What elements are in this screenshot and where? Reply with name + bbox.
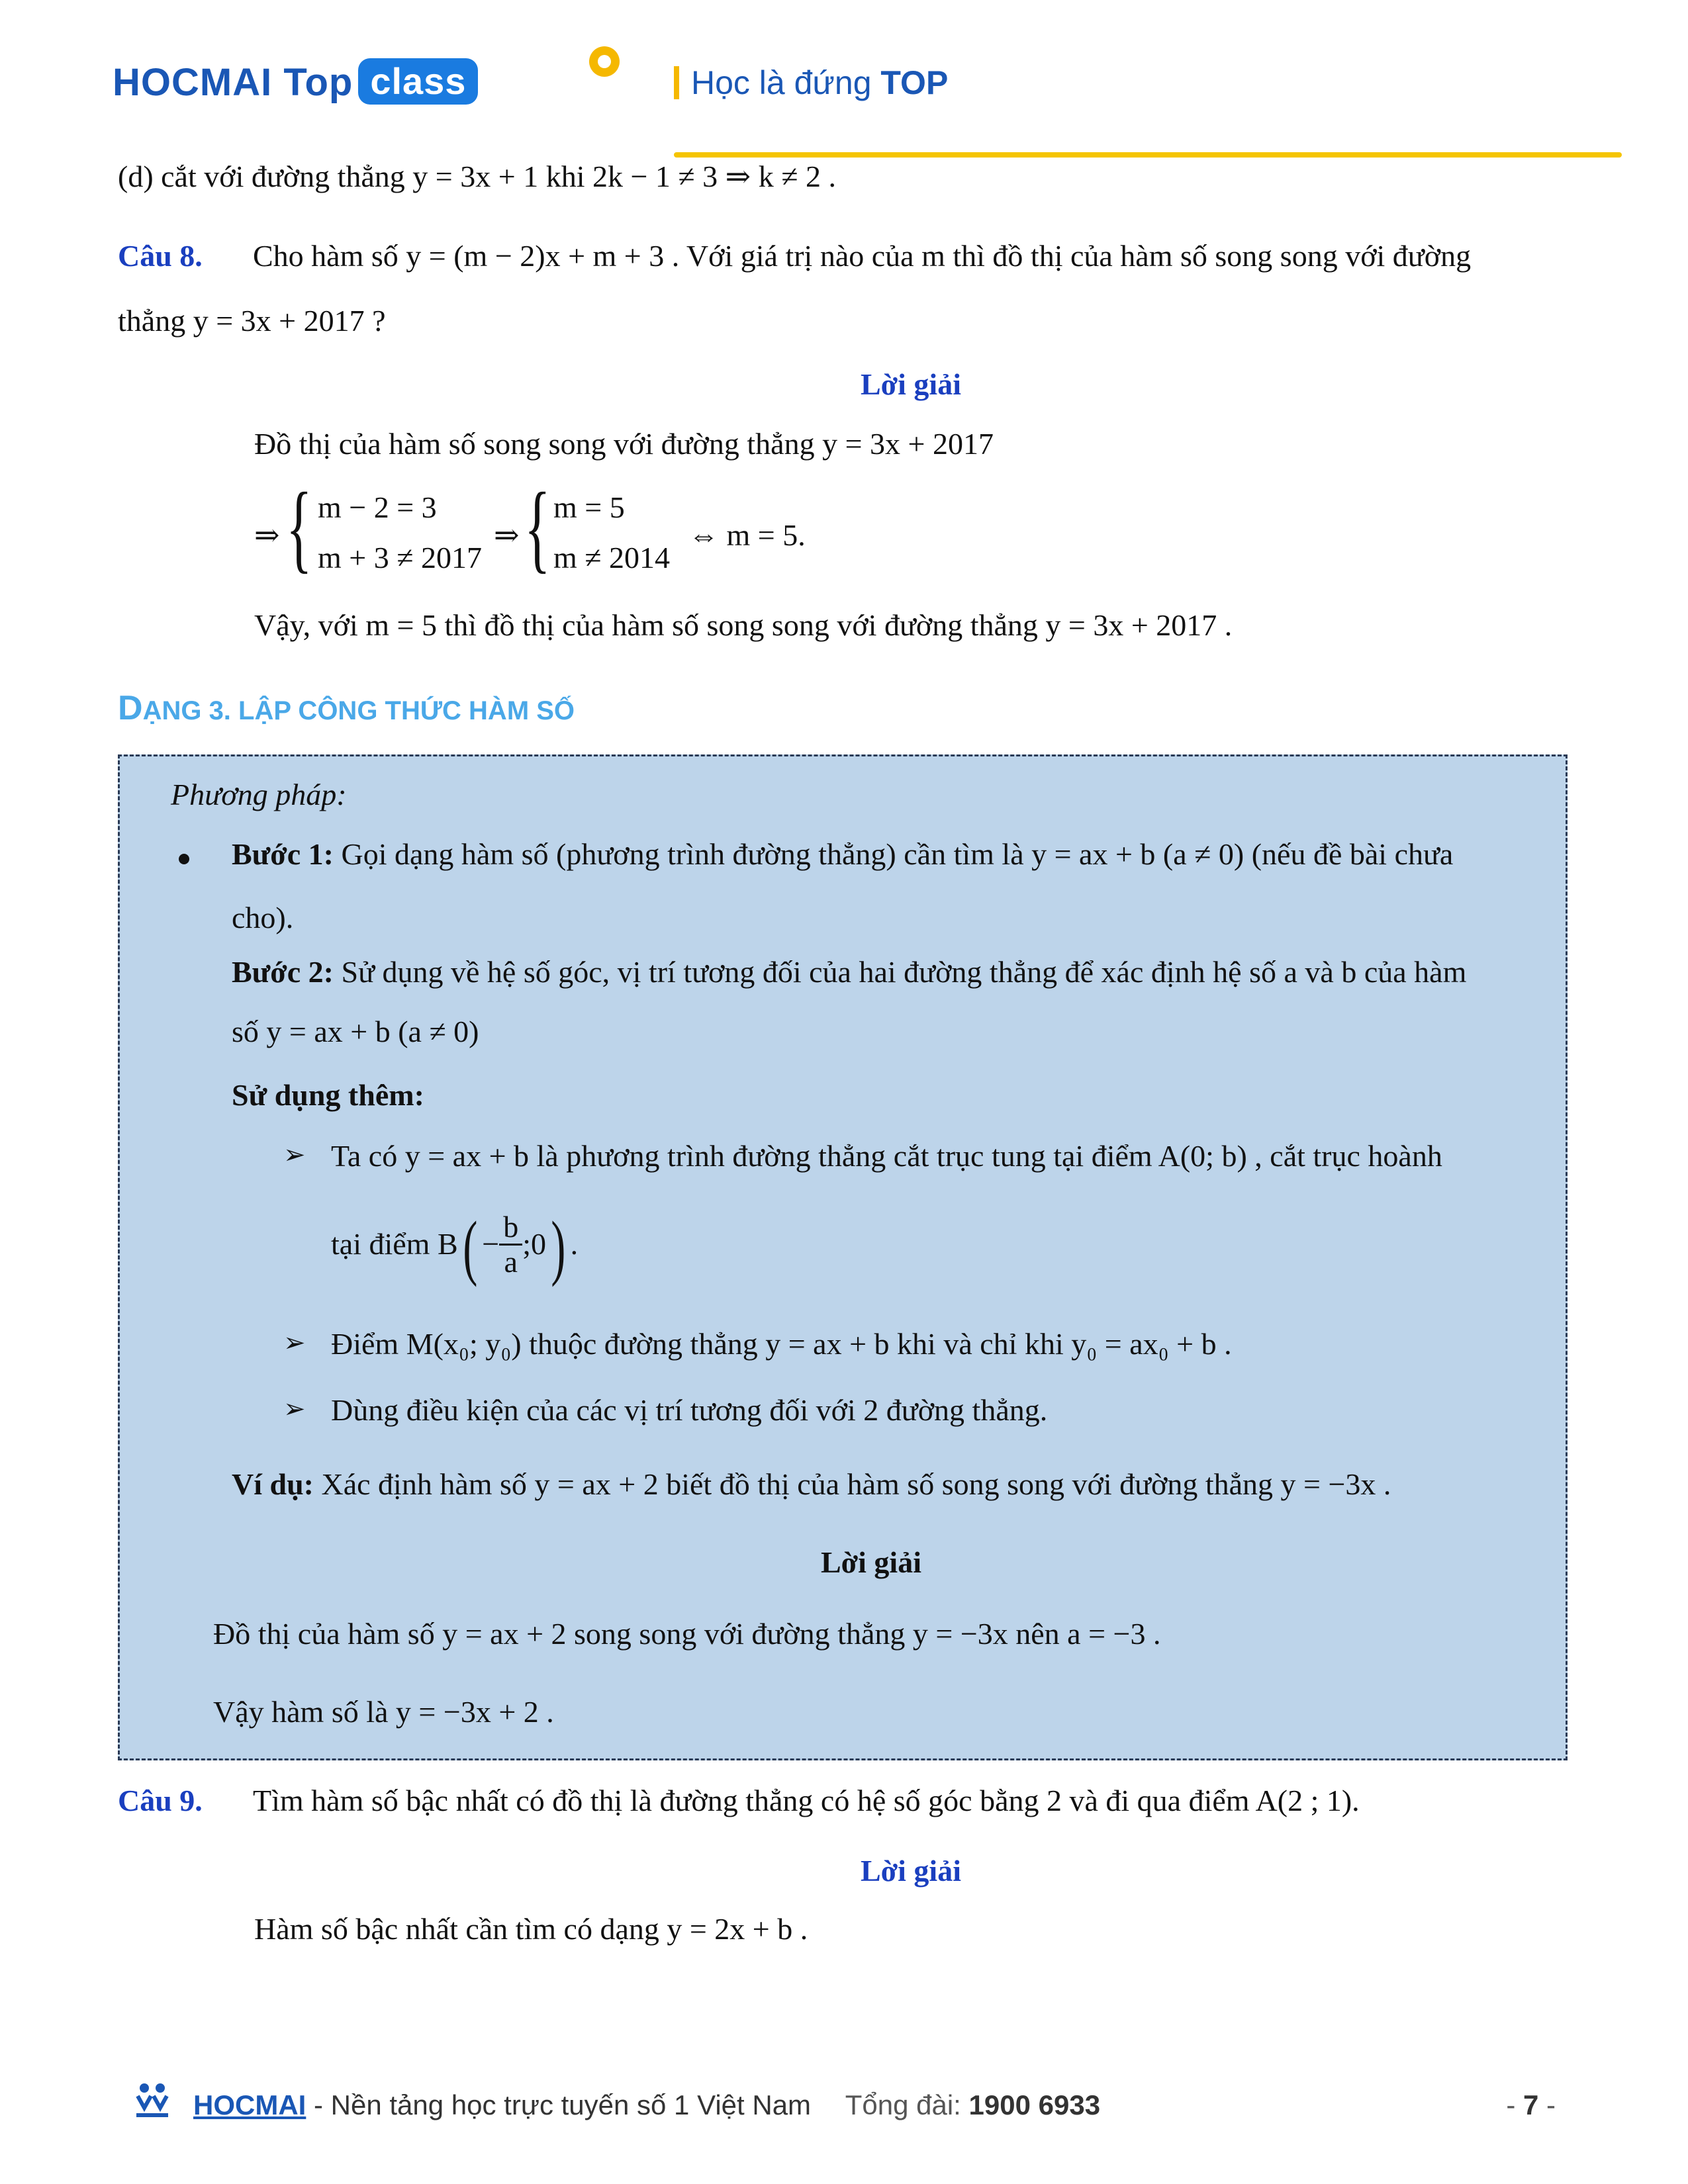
section-heading: DẠNG 3. LẬP CÔNG THỨC HÀM SỐ	[118, 689, 575, 727]
hocmai-logo-icon	[132, 2081, 172, 2121]
extra-item-1-cont: tại điểm B( − $\frac{b}{a}$ ;0) .	[331, 1206, 579, 1288]
question-8-text-cont: thẳng y = 3x + 2017 ?	[118, 304, 386, 338]
arrow-bullet-icon: ➢	[283, 1394, 306, 1424]
question-9-label: Câu 9.	[118, 1784, 203, 1817]
question-8-label: Câu 8.	[118, 239, 203, 273]
example: Ví dụ: Xác định hàm số y = ax + 2 biết đồ thị của hàm số song song với đường thẳng y = −3x .	[232, 1467, 1391, 1501]
question-9-text: Tìm hàm số bậc nhất có đồ thị là đường thẳng có hệ số góc bằng 2 và đi qua điểm A(2 ; 1).	[253, 1784, 1360, 1817]
bullet-dot	[179, 854, 189, 864]
solution-heading-2: Lời giải	[861, 1854, 961, 1888]
footer-text	[193, 2089, 1100, 2121]
line-d: (d) cắt với đường thẳng y = 3x + 1 khi 2k − 1 ≠ 3 ⇒ k ≠ 2 .	[118, 159, 836, 193]
extra-item-3: Dùng điều kiện của các vị trí tương đối với 2 đường thẳng.	[331, 1393, 1048, 1427]
example-solution-1: Đồ thị của hàm số y = ax + 2 song song với đường thẳng y = −3x nên a = −3 .	[213, 1617, 1161, 1651]
slogan-divider	[674, 66, 679, 99]
footer-hotline: Tổng đài: 1900 6933	[845, 2089, 1101, 2120]
system1-eq2: m + 3 ≠ 2017	[318, 541, 482, 574]
footer-brand-link[interactable]: HOCMAI	[193, 2089, 306, 2120]
system2-eq2: m ≠ 2014	[553, 541, 671, 574]
footer-tagline: - Nền tảng học trực tuyến số 1 Việt Nam	[306, 2089, 812, 2120]
header-underline	[674, 152, 1622, 158]
extra-item-2: Điểm M(x₀; y₀) thuộc đường thẳng y = ax + b khi và chỉ khi y₀ = ax₀ + b .	[331, 1327, 1232, 1361]
solution-heading-box: Lời giải	[821, 1545, 921, 1579]
brand-hocmai: HOCMAI	[113, 61, 273, 104]
fraction-b-over-a: $\frac{b}{a}$	[499, 1210, 522, 1279]
question-8-text: Cho hàm số y = (m − 2)x + m + 3 . Với giá trị nào của m thì đồ thị của hàm số song song với đường	[253, 239, 1472, 273]
arrow-bullet-icon: ➢	[283, 1328, 306, 1358]
solution-8-arrow1: ⇒	[254, 518, 280, 552]
page-footer	[132, 2081, 1556, 2134]
slogan-text: Học là đứng	[691, 64, 872, 101]
solution-8-conclusion: Vậy, với m = 5 thì đồ thị của hàm số song song với đường thẳng y = 3x + 2017 .	[254, 608, 1233, 642]
system2-eq1: m = 5	[553, 490, 625, 524]
method-title: Phương pháp:	[171, 778, 347, 811]
solution-8-line1: Đồ thị của hàm số song song với đường thẳng y = 3x + 2017	[254, 427, 994, 461]
brand-top: Top	[283, 61, 353, 104]
page-number: - 7 -	[1506, 2089, 1556, 2120]
left-brace-1: {	[286, 473, 312, 582]
gear-icon	[589, 46, 620, 77]
solution-heading-1: Lời giải	[861, 367, 961, 401]
left-brace-2: {	[524, 473, 551, 582]
extra-item-1: Ta có y = ax + b là phương trình đường thẳng cắt trục tung tại điểm A(0; b) , cắt trục hoành	[331, 1139, 1442, 1173]
slogan-top: TOP	[880, 64, 949, 101]
solution-8-result: ⇔ m = 5.	[688, 518, 806, 552]
arrow-bullet-icon: ➢	[283, 1140, 306, 1170]
slogan	[674, 64, 948, 102]
step-1: Bước 1: Gọi dạng hàm số (phương trình đường thẳng) cần tìm là y = ax + b (a ≠ 0) (nếu đề bài chưa	[232, 837, 1454, 871]
solution-8-arrow2: ⇒	[494, 518, 520, 552]
step-2: Bước 2: Sử dụng về hệ số góc, vị trí tương đối của hai đường thẳng để xác định hệ số a và b của hàm	[232, 955, 1467, 989]
system1-eq1: m − 2 = 3	[318, 490, 437, 524]
extra-heading: Sử dụng thêm:	[232, 1078, 424, 1112]
brand-class: class	[358, 58, 478, 105]
brand-logo	[113, 60, 478, 106]
solution-9-line1: Hàm số bậc nhất cần tìm có dạng y = 2x + b .	[254, 1912, 808, 1946]
page-header	[113, 46, 1509, 119]
step-1-cont: cho).	[232, 901, 294, 934]
example-solution-2: Vậy hàm số là y = −3x + 2 .	[213, 1695, 554, 1729]
step-2-cont: số y = ax + b (a ≠ 0)	[232, 1015, 479, 1048]
